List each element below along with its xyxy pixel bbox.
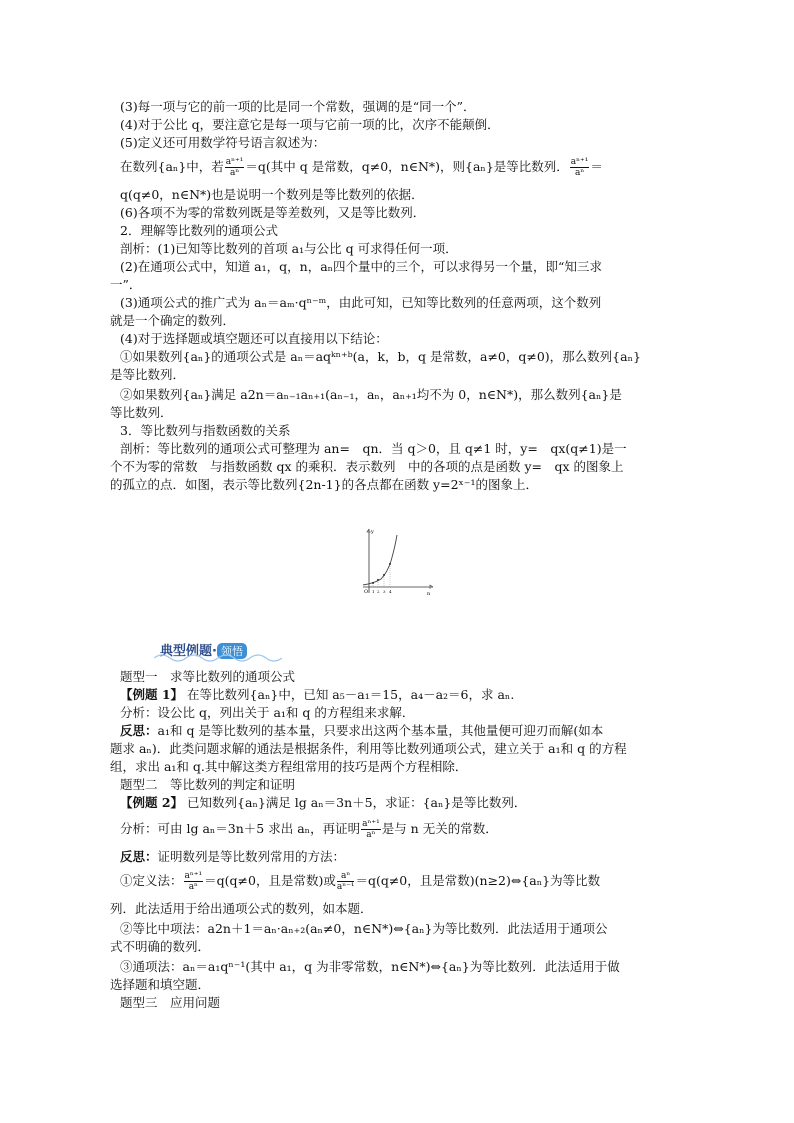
fraction-denominator: aⁿ: [229, 168, 240, 178]
fraction: [225, 157, 245, 178]
definition-line: [120, 152, 690, 182]
text-line: 分析：设公比 q，列出关于 a₁和 q 的方程组来求解．: [120, 705, 415, 720]
x-tick-label: 1: [372, 589, 375, 594]
method-line: [120, 866, 690, 896]
text-fragment: ＝q(q≠0，且是常数)(n≥2)⇔{aₙ}为等比数: [355, 873, 601, 888]
banner-wave-icon: [154, 652, 284, 662]
text-line: (3)通项公式的推广式为 aₙ＝aₘ·qⁿ⁻ᵐ，由此可知，已知等比数列的任意两项，这个数列: [120, 295, 602, 310]
fraction-numerator: aⁿ: [337, 871, 355, 882]
origin-label: O: [364, 589, 369, 595]
text-fragment: 是与 n 无关的常数．: [381, 821, 498, 836]
x-tick-label: 2: [377, 589, 380, 594]
text-fragment: ＝q(q≠0，且是常数)或: [204, 873, 336, 888]
reflection-line: [120, 722, 690, 739]
text-line: (3)每一项与它的前一项的比是同一个常数，强调的是“同一个”．: [120, 99, 476, 114]
example-label: 【例题 2】: [120, 795, 184, 810]
fraction: [361, 819, 381, 840]
text-fragment: ＝: [590, 159, 603, 174]
exponential-curve: [363, 535, 397, 585]
text-line: 列．此法适用于给出通项公式的数列，如本题．: [110, 901, 373, 916]
text-fragment: 已知数列{aₙ}满足 lg aₙ＝3n＋5，求证：{aₙ}是等比数列．: [187, 795, 527, 810]
x-axis-label: n: [427, 591, 431, 597]
x-tick-label: 4: [389, 589, 392, 594]
banner-badge: 领悟: [217, 643, 247, 659]
text-line: 就是一个确定的数列．: [110, 313, 236, 328]
text-fragment: 在等比数列{aₙ}中，已知 a₅－a₁＝15，a₄－a₂＝6，求 aₙ.: [187, 687, 515, 702]
text-line: 题求 aₙ)．此类问题求解的通法是根据条件，利用等比数列通项公式，建立关于 a₁和 q 的方程: [110, 741, 627, 756]
fraction: [184, 871, 204, 892]
reflection-line: [120, 848, 690, 865]
text-line: q(q≠0，n∈N*)也是说明一个数列是等比数列的依据．: [120, 187, 424, 202]
text-line: 组，求出 a₁和 q.其中解这类方程组常用的技巧是两个方程相除．: [110, 759, 468, 774]
analysis-line: [120, 814, 690, 844]
text-line: 剖析：(1)已知等比数列的首项 a₁与公比 q 可求得任何一项．: [120, 241, 458, 256]
text-line: 个不为零的常数 与指数函数 qx 的乘积．表示数列 中的各项的点是函数 y= qx 的图象上: [110, 459, 624, 474]
text-fragment: 在数列{aₙ}中，若: [120, 159, 224, 174]
text-line: ②如果数列{aₙ}满足 a2n＝aₙ₋₁aₙ₊₁(aₙ₋₁，aₙ，aₙ₊₁均不为 0，n∈N*)，那么数列{aₙ}是: [120, 387, 622, 402]
text-line: ②等比中项法：a2n＋1＝aₙ·aₙ₊₂(aₙ≠0，n∈N*)⇔{aₙ}为等比数列．此法适用于通项公: [120, 921, 608, 936]
text-line: (4)对于公比 q，要注意它是每一项与它前一项的比，次序不能颠倒．: [120, 117, 500, 132]
text-fragment: a₁和 q 是等比数列的基本量，只要求出这两个基本量，其他量便可迎刃而解(如本: [157, 723, 604, 738]
text-line: ①如果数列{aₙ}的通项公式是 aₙ＝aqᵏⁿ⁺ᵇ(a，k，b，q 是常数，a≠0，q≠0)，那么数列{aₙ}: [120, 349, 641, 364]
reflection-label: 反思：: [120, 723, 158, 738]
text-line: ③通项法：aₙ＝a₁qⁿ⁻¹(其中 a₁，q 为非零常数，n∈N*)⇔{aₙ}为等比数列．此法适用于做: [120, 959, 620, 974]
fraction: [337, 871, 355, 892]
text-line: 2．理解等比数列的通项公式: [120, 223, 278, 238]
text-line: (2)在通项公式中，知道 a₁，q，n，aₙ四个量中的三个，可以求得另一个量，即“知三求: [120, 259, 602, 274]
section-heading: 3．等比数列与指数函数的关系: [120, 423, 291, 438]
fraction-numerator: aⁿ⁺¹: [184, 871, 203, 881]
fraction-denominator: aⁿ: [574, 168, 585, 178]
fraction-denominator: aⁿ: [188, 882, 198, 892]
text-line: 等比数列．: [110, 405, 173, 420]
section-banner: 典型例题· 领悟: [160, 640, 280, 662]
reflection-label: 反思：: [120, 849, 158, 864]
fraction-numerator: aⁿ⁺¹: [570, 157, 589, 167]
fraction-denominator: aⁿ: [366, 830, 376, 840]
example-line: [120, 794, 690, 811]
fraction: [570, 157, 590, 178]
text-line: 选择题和填空题．: [110, 977, 211, 992]
text-line: 的孤立的点．如图，表示等比数列{2n-1}的各点都在函数 y=2ˣ⁻¹的图象上．: [110, 477, 538, 492]
text-line: (4)对于选择题或填空题还可以直接用以下结论：: [120, 331, 388, 346]
text-line: 一”．: [110, 277, 142, 292]
text-line: (6)各项不为零的常数列既是等差数列，又是等比数列．: [120, 205, 426, 220]
text-fragment: 分析：可由 lg aₙ＝3n＋5 求出 aₙ，再证明: [120, 821, 361, 836]
text-line: (5)定义还可用数学符号语言叙述为：: [120, 135, 326, 150]
banner-title: 典型例题: [160, 644, 213, 659]
text-line: 式不明确的数列．: [110, 939, 211, 954]
topic-heading: 题型二 等比数列的判定和证明: [120, 777, 296, 792]
text-fragment: 证明数列是等比数列常用的方法：: [157, 849, 346, 864]
fraction-numerator: aⁿ⁺¹: [362, 819, 380, 829]
text-line: 是等比数列．: [110, 367, 186, 382]
fraction-denominator: aⁿ⁻¹: [336, 882, 355, 892]
exponential-graph: [355, 527, 435, 599]
fraction-numerator: aⁿ⁺¹: [225, 157, 244, 167]
y-axis-label: y: [371, 529, 374, 535]
text-fragment: ①定义法：: [120, 873, 183, 888]
example-label: 【例题 1】: [120, 687, 184, 702]
topic-heading: 题型三 应用问题: [120, 995, 221, 1010]
x-tick-label: 3: [383, 589, 386, 594]
topic-heading: 题型一 求等比数列的通项公式: [120, 669, 296, 684]
text-line: 剖析：等比数列的通项公式可整理为 an= qn．当 q＞0，且 q≠1 时，y= qx(q≠1)是一: [120, 441, 627, 456]
example-line: [120, 686, 690, 703]
text-fragment: ＝q(其中 q 是常数，q≠0，n∈N*)，则{aₙ}是等比数列．: [245, 159, 569, 174]
